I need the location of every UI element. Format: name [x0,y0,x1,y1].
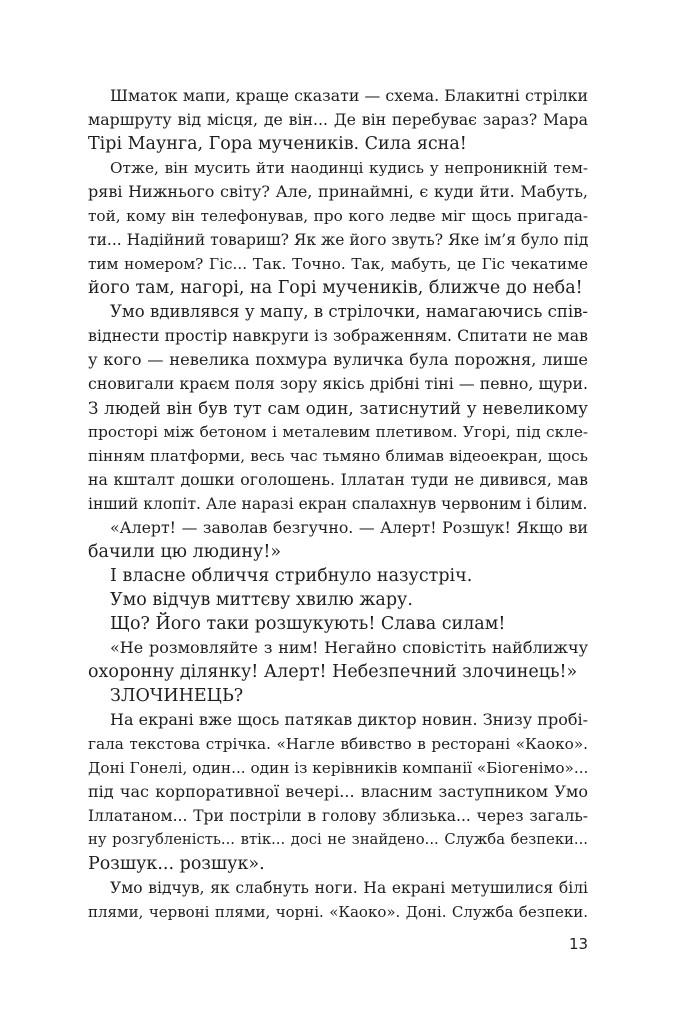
text-line: інший клопіт. Але наразі екран спалахнув червоним і білим. [88,495,588,513]
text-line: Що? Його таки розшукують! Слава силам! [110,614,506,634]
text-line: «Алерт! — заволав безгучно. — Алерт! Розшук! Якщо ви [110,518,588,537]
text-line: його там, нагорі, на Горі мучеників, ближче до неба! [88,278,583,298]
text-line: Умо відчув, як слабнуть ноги. На екрані метушилися білі [110,879,588,897]
text-line: Іллатаном... Три постріли в голову зблизька... через загаль- [88,807,588,825]
text-line: гала текстова стрічка. «Нагле вбивство в ресторані «Каоко». [88,735,588,753]
text-line: сновигали краєм поля зору якісь дрібні тіні — певно, щури. [88,374,588,393]
text-line: ну розгубленість... втік... досі не знайдено... Служба безпеки... [88,831,588,848]
text-line: Тірі Маунга, Гора мучеників. Сила ясна! [88,134,467,154]
text-line: І власне обличчя стрибнуло назустріч. [110,566,473,586]
text-line: на кшталт дошки оголошень. Іллатан туди не дивився, мав [88,470,588,489]
text-line: віднести простір навкруги із зображенням. Спитати не мав [88,326,588,345]
text-line: під час корпоративної вечері... власним заступником Умо [88,782,588,801]
text-line: На екрані вже щось патякав диктор новин. Знизу пробі- [110,710,588,729]
text-line: З людей він був тут сам один, затиснутий у невеликому [88,398,588,418]
text-line: тим номером? Гіс... Так. Точно. Так, мабуть, це Гіс чекатиме [88,255,588,273]
text-line: маршруту від місця, де він... Де він перебуває зараз? Мара [88,110,588,129]
text-line: ряві Нижнього світу? Але, принаймні, є куди йти. Мабуть, [88,182,588,201]
text-line: охоронну ділянку! Алерт! Небезпечний злочинець!» [88,662,578,682]
text-line: «Не розмовляйте з ним! Негайно сповістіть найближчу [110,638,588,657]
text-line: Розшук... розшук». [88,854,265,874]
text-line: пінням платформи, весь час тьмяно блимав відеоекран, щось [88,447,588,465]
text-line: ЗЛОЧИНЕЦЬ? [110,686,244,706]
text-line: Умо вдивлявся у мапу, в стрілочки, намагаючись спів- [110,302,588,321]
text-line: Умо відчув миттєву хвилю жару. [110,590,413,610]
text-line: той, кому він телефонував, про кого ледве міг щось пригада- [88,207,588,225]
text-line: плями, червоні плями, чорні. «Каоко». Доні. Служба безпеки. [88,903,588,921]
text-line: просторі між бетоном і металевим плетивом. Угорі, під скле- [88,423,588,441]
text-line: бачили цю людину!» [88,542,282,562]
text-line: Отже, він мусить йти наодинці кудись у непроникній тем- [110,159,588,177]
text-line: у кого — невелика похмура вуличка була порожня, лише [88,350,588,369]
text-line: Доні Гонелі, один... один із керівників компанії «Біогенімо»... [88,759,589,777]
page-number: 13 [569,935,589,953]
text-line: Шматок мапи, краще сказати — схема. Блакитні стрілки [110,86,588,105]
text-line: ти... Надійний товариш? Як же його звуть? Яке ім’я було під [88,231,589,249]
